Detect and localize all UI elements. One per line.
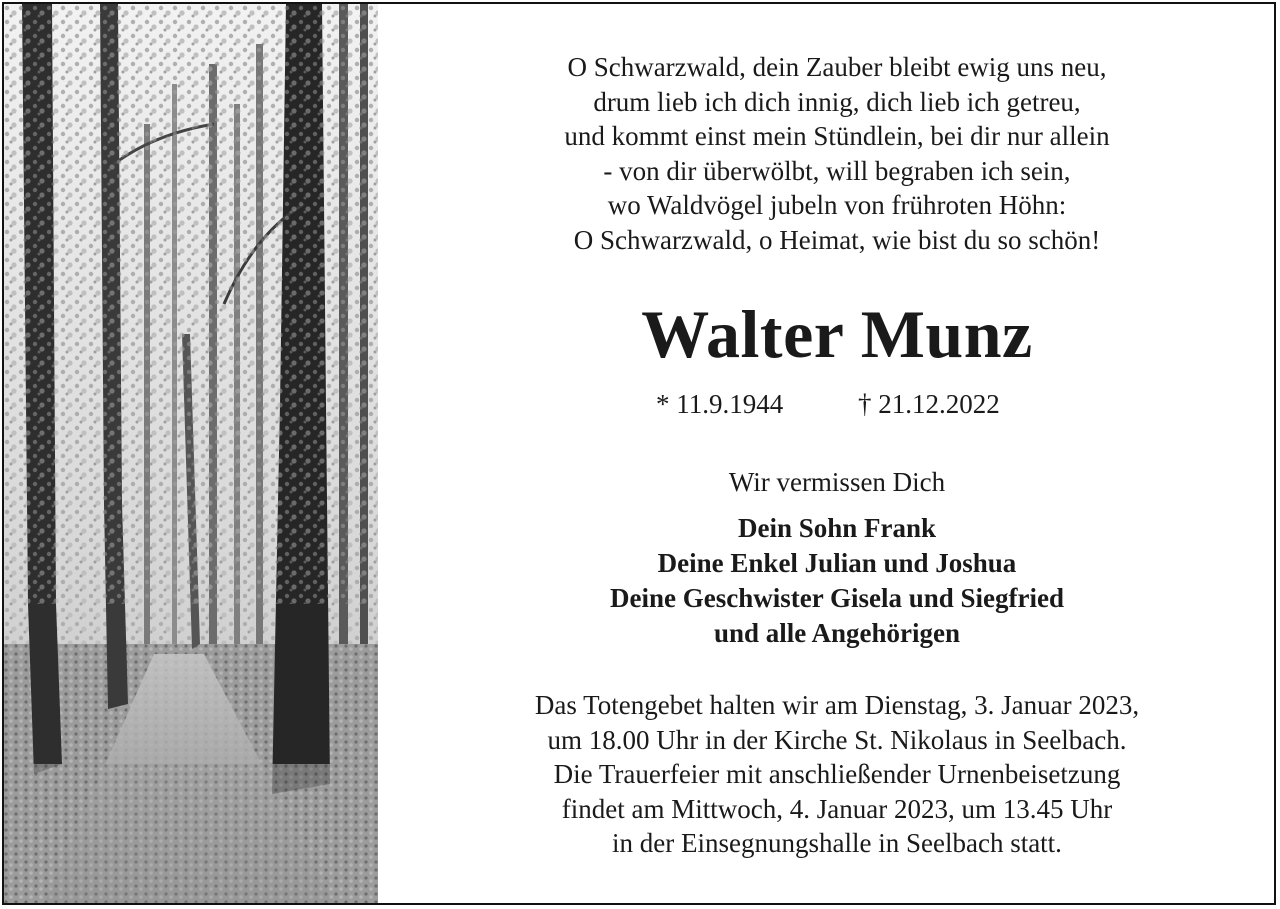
birth-date: * 11.9.1944 (656, 389, 784, 419)
service-line: in der Einsegnungshalle in Seelbach statt. (612, 828, 1062, 858)
poem-line: und kommt einst mein Stündlein, bei dir nur allein (564, 121, 1110, 151)
poem (398, 50, 1276, 257)
forest-illustration (4, 4, 378, 903)
mourner-line: Deine Enkel Julian und Joshua (657, 548, 1017, 578)
poem-line: - von dir überwölbt, will begraben ich sein, (603, 155, 1071, 186)
service-line: um 18.00 Uhr in der Kirche St. Nikolaus in Seelbach. (547, 724, 1127, 755)
service-line: findet am Mittwoch, 4. Januar 2023, um 13.45 Uhr (561, 793, 1113, 824)
mourner-line: Deine Geschwister Gisela und Siegfried (610, 583, 1064, 613)
service-details (398, 688, 1276, 861)
poem-line: O Schwarzwald, dein Zauber bleibt ewig uns neu, (567, 52, 1107, 82)
mourners-list (398, 511, 1276, 651)
service-line: Das Totengebet halten wir am Dienstag, 3. Januar 2023, (534, 690, 1140, 720)
forest-path-photo (4, 4, 378, 903)
death-date: † 21.12.2022 (858, 389, 1000, 419)
poem-line: drum lieb ich dich innig, dich lieb ich getreu, (593, 86, 1081, 117)
poem-line: O Schwarzwald, o Heimat, wie bist du so schön! (573, 224, 1101, 255)
mourner-line: Dein Sohn Frank (737, 513, 937, 543)
poem-line: wo Waldvögel jubeln von frühroten Höhn: (607, 190, 1067, 220)
service-line: Die Trauerfeier mit anschließender Urnenbeisetzung (553, 759, 1121, 789)
deceased-name: Walter Munz (641, 296, 1033, 372)
mourners-intro: Wir vermissen Dich (728, 467, 946, 497)
obituary-text (398, 0, 1276, 909)
mourner-line: und alle Angehörigen (713, 618, 961, 648)
